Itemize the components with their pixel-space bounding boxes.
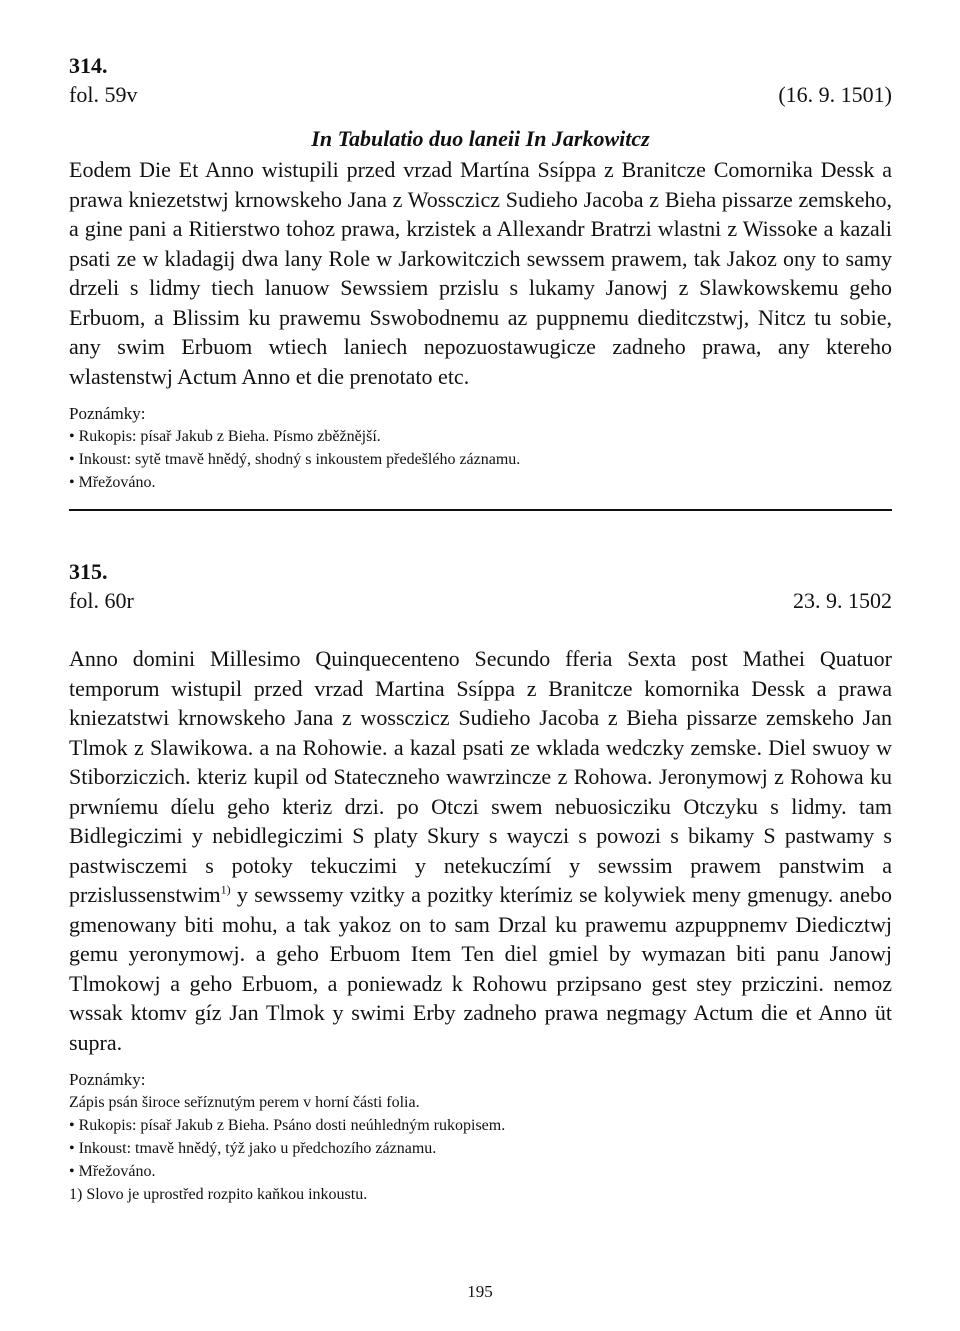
folio-row — [69, 80, 892, 110]
footnote-mark: 1) — [220, 882, 231, 897]
entry-heading: In Tabulatio duo laneii In Jarkowitcz — [311, 126, 650, 151]
entry-315 — [69, 558, 892, 1206]
note-item: • Inkoust: tmavě hnědý, týž jako u předchozího záznamu. — [69, 1140, 437, 1157]
note-item: • Rukopis: písař Jakub z Bieha. Psáno dosti neúhledným rukopisem. — [69, 1117, 506, 1134]
entry-body-part: y sewssemy vzitky a pozitky kterímiz se kolywiek meny gmenugy. anebo gmenowany biti mohu, a tak yakoz on to sam Drzal ku prawemu azpuppnemv Diedicztwj gemu yeronymowj. a geho Erbuom Item Ten diel gmiel by wymazan biti panu Janowj Tlmokowj a geho Erbuom, a poniewadz k Rohowu przipsano gest stey prziczini. nemoz wssak ktomv gíz Jan Tlmok y swimi Erby zadneho prawa negmagy Actum die et Anno üt supra. — [69, 882, 892, 1055]
entry-date: 23. 9. 1502 — [793, 588, 892, 613]
entry-body-part: Anno domini Millesimo Quinquecenteno Secundo fferia Sexta post Mathei Quatuor temporum wistupil przed vrzad Martina Ssíppa z Branitcze komornika Dessk a prawa kniezatstwi krnowskeho Jana z wossczicz Sudieho Jacoba z Bieha pissarze zemskeho Jan Tlmok z Slawikowa. a na Rohowie. a kazal psati ze wklada wedczky zemske. Diel swuoy w Stiborziczich. kteriz kupil od Stateczneho wawrzincze z Rohowa. Jeronymowj z Rohowa ku prwníemu díelu geho kteriz drzi. po Otczi swem nebuosicziku Otczyku s lidmy. tam Bidlegiczimi y nebidlegiczimi S platy Skury s wayczi s powozi s bikamy S pastwamy s pastwisczemi s potoky tekuczimi y netekuczímí y sewssim prawem panstwim a przislussenstwim — [69, 646, 892, 907]
notes-label: Poznámky: — [69, 1070, 146, 1089]
entry-314 — [69, 52, 892, 494]
note-item: • Inkoust: sytě tmavě hnědý, shodný s inkoustem předešlého záznamu. — [69, 451, 521, 468]
footnote: 1) Slovo je uprostřed rozpito kaňkou inkoustu. — [69, 1186, 368, 1203]
section-divider — [69, 509, 892, 511]
page-number: 195 — [467, 1282, 493, 1301]
notes-label: Poznámky: — [69, 404, 146, 423]
entry-body: Eodem Die Et Anno wistupili przed vrzad Martína Ssíppa z Branitcze Comornika Dessk a prawa kniezetstwj krnowskeho Jana z Wossczicz Sudieho Jacoba z Bieha pissarze zemskeho, a gine pani a Ritierstwo tohoz prawa, krzistek a Allexandr Bratrzi wlastni z Wissoke a kazali psati ze w kladagij dwa lany Role w Jarkowitczich sewssem prawem, tak Jakoz ony to samy drzeli s lidmy tiech lanuow Sewssiem przislu s lukamy Janowj z Slawkowskemu geho Erbuom, a Blissim ku prawemu Sswobodnemu az puppnemu dieditczstwj, Nitcz tu sobie, any swim Erbuom wtiech laniech nepozuostawugicze zadneho prawa, any ktereho wlastenstwj Actum Anno et die prenotato etc. — [69, 157, 892, 389]
entry-date: (16. 9. 1501) — [778, 82, 892, 107]
note-item: • Mřežováno. — [69, 1163, 156, 1180]
folio-row — [69, 586, 892, 616]
note-item: • Rukopis: písař Jakub z Bieha. Písmo zběžnější. — [69, 428, 381, 445]
entry-number: 315. — [69, 559, 108, 584]
entry-body — [69, 644, 892, 1057]
folio: fol. 60r — [69, 588, 134, 613]
note-item: • Mřežováno. — [69, 474, 156, 491]
entry-number: 314. — [69, 53, 108, 78]
note-item: Zápis psán široce seříznutým perem v horní části folia. — [69, 1094, 420, 1111]
folio: fol. 59v — [69, 82, 138, 107]
